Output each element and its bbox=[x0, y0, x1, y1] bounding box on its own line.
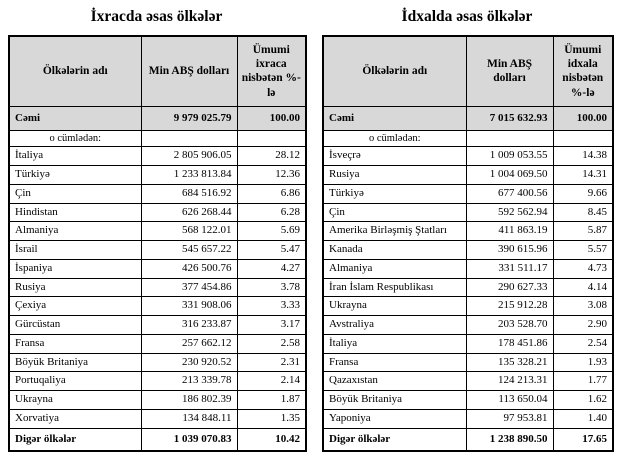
percent-cell: 28.12 bbox=[237, 147, 306, 166]
percent-cell: 3.33 bbox=[237, 297, 306, 316]
country-cell: Türkiyə bbox=[9, 166, 141, 185]
value-cell: 592 562.94 bbox=[466, 203, 553, 222]
table-row bbox=[9, 297, 306, 316]
value-cell: 390 615.96 bbox=[466, 241, 553, 260]
country-cell: Amerika Birləşmiş Ştatları bbox=[323, 222, 466, 241]
country-cell: İran İslam Respublikası bbox=[323, 278, 466, 297]
table-row bbox=[9, 166, 306, 185]
percent-cell: 1.62 bbox=[553, 391, 613, 410]
value-cell: 113 650.04 bbox=[466, 391, 553, 410]
column-header-percent: Ümumi idxala nisbətən %-lə bbox=[553, 36, 613, 106]
subheader-label: o cümlədən: bbox=[9, 131, 141, 147]
table-row bbox=[9, 391, 306, 410]
table-row bbox=[9, 372, 306, 391]
table-row bbox=[9, 278, 306, 297]
total-value: 7 015 632.93 bbox=[466, 106, 553, 131]
value-cell: 178 451.86 bbox=[466, 334, 553, 353]
country-cell: İtaliya bbox=[323, 334, 466, 353]
country-cell: Fransa bbox=[9, 334, 141, 353]
value-cell: 203 528.70 bbox=[466, 316, 553, 335]
percent-cell: 1.77 bbox=[553, 372, 613, 391]
table-row bbox=[9, 203, 306, 222]
percent-cell: 5.69 bbox=[237, 222, 306, 241]
country-cell: Avstraliya bbox=[323, 316, 466, 335]
value-cell: 331 908.06 bbox=[141, 297, 237, 316]
table-row bbox=[9, 316, 306, 335]
footer-percent: 17.65 bbox=[553, 428, 613, 451]
table-row bbox=[323, 222, 613, 241]
column-header-country: Ölkələrin adı bbox=[323, 36, 466, 106]
table-row bbox=[9, 409, 306, 428]
value-cell: 97 953.81 bbox=[466, 409, 553, 428]
percent-cell: 5.87 bbox=[553, 222, 613, 241]
country-cell: Ukrayna bbox=[9, 391, 141, 410]
total-value: 9 979 025.79 bbox=[141, 106, 237, 131]
percent-cell: 3.08 bbox=[553, 297, 613, 316]
country-cell: Ukrayna bbox=[323, 297, 466, 316]
percent-cell: 6.28 bbox=[237, 203, 306, 222]
column-header-value: Min ABŞ dolları bbox=[466, 36, 553, 106]
country-cell: İspaniya bbox=[9, 259, 141, 278]
country-cell: Xorvatiya bbox=[9, 409, 141, 428]
export-table-title: İxracda əsas ölkələr bbox=[90, 8, 223, 25]
country-cell: İsveçrə bbox=[323, 147, 466, 166]
country-cell: Çin bbox=[9, 184, 141, 203]
country-cell: Qazaxıstan bbox=[323, 372, 466, 391]
value-cell: 257 662.12 bbox=[141, 334, 237, 353]
country-cell: Böyük Britaniya bbox=[9, 353, 141, 372]
table-row bbox=[323, 297, 613, 316]
import-table bbox=[322, 35, 614, 452]
footer-row bbox=[9, 428, 306, 451]
table-row bbox=[9, 184, 306, 203]
value-cell: 186 802.39 bbox=[141, 391, 237, 410]
table-row bbox=[323, 147, 613, 166]
value-cell: 677 400.56 bbox=[466, 184, 553, 203]
value-cell: 568 122.01 bbox=[141, 222, 237, 241]
total-percent: 100.00 bbox=[553, 106, 613, 131]
table-row bbox=[323, 391, 613, 410]
table-row bbox=[323, 259, 613, 278]
value-cell: 213 339.78 bbox=[141, 372, 237, 391]
country-cell: Gürcüstan bbox=[9, 316, 141, 335]
subheader-label: o cümlədən: bbox=[323, 131, 466, 147]
country-cell: Hindistan bbox=[9, 203, 141, 222]
import-table-section bbox=[322, 6, 612, 452]
percent-cell: 1.40 bbox=[553, 409, 613, 428]
value-cell: 684 516.92 bbox=[141, 184, 237, 203]
subheader-row bbox=[9, 131, 306, 147]
country-cell: Kanada bbox=[323, 241, 466, 260]
percent-cell: 2.14 bbox=[237, 372, 306, 391]
value-cell: 135 328.21 bbox=[466, 353, 553, 372]
percent-cell: 3.78 bbox=[237, 278, 306, 297]
export-table-section bbox=[8, 6, 305, 452]
table-row bbox=[323, 334, 613, 353]
percent-cell: 2.58 bbox=[237, 334, 306, 353]
import-table-title: İdxalda əsas ölkələr bbox=[401, 8, 533, 25]
country-cell: Almaniya bbox=[323, 259, 466, 278]
country-cell: İsrail bbox=[9, 241, 141, 260]
country-cell: Böyük Britaniya bbox=[323, 391, 466, 410]
value-cell: 545 657.22 bbox=[141, 241, 237, 260]
percent-cell: 5.47 bbox=[237, 241, 306, 260]
footer-row bbox=[323, 428, 613, 451]
country-cell: Yaponiya bbox=[323, 409, 466, 428]
country-cell: Portuqaliya bbox=[9, 372, 141, 391]
percent-cell: 1.93 bbox=[553, 353, 613, 372]
percent-cell: 1.35 bbox=[237, 409, 306, 428]
total-label: Cəmi bbox=[323, 106, 466, 131]
value-cell: 290 627.33 bbox=[466, 278, 553, 297]
table-row bbox=[9, 147, 306, 166]
country-cell: Türkiyə bbox=[323, 184, 466, 203]
percent-cell: 6.86 bbox=[237, 184, 306, 203]
percent-cell: 2.54 bbox=[553, 334, 613, 353]
total-row bbox=[323, 106, 613, 131]
country-cell: İtaliya bbox=[9, 147, 141, 166]
percent-cell: 5.57 bbox=[553, 241, 613, 260]
footer-value: 1 238 890.50 bbox=[466, 428, 553, 451]
export-header-row bbox=[9, 36, 306, 106]
table-row bbox=[323, 241, 613, 260]
value-cell: 124 213.31 bbox=[466, 372, 553, 391]
percent-cell: 4.73 bbox=[553, 259, 613, 278]
country-cell: Fransa bbox=[323, 353, 466, 372]
value-cell: 316 233.87 bbox=[141, 316, 237, 335]
percent-cell: 9.66 bbox=[553, 184, 613, 203]
total-row bbox=[9, 106, 306, 131]
footer-value: 1 039 070.83 bbox=[141, 428, 237, 451]
value-cell: 2 805 906.05 bbox=[141, 147, 237, 166]
table-row bbox=[9, 334, 306, 353]
total-percent: 100.00 bbox=[237, 106, 306, 131]
table-row bbox=[323, 166, 613, 185]
value-cell: 1 233 813.84 bbox=[141, 166, 237, 185]
percent-cell: 3.17 bbox=[237, 316, 306, 335]
value-cell: 331 511.17 bbox=[466, 259, 553, 278]
percent-cell: 12.36 bbox=[237, 166, 306, 185]
table-row bbox=[323, 203, 613, 222]
country-cell: Almaniya bbox=[9, 222, 141, 241]
table-row bbox=[323, 184, 613, 203]
value-cell: 626 268.44 bbox=[141, 203, 237, 222]
value-cell: 215 912.28 bbox=[466, 297, 553, 316]
import-header-row bbox=[323, 36, 613, 106]
table-row bbox=[323, 316, 613, 335]
footer-percent: 10.42 bbox=[237, 428, 306, 451]
percent-cell: 2.31 bbox=[237, 353, 306, 372]
percent-cell: 8.45 bbox=[553, 203, 613, 222]
value-cell: 1 009 053.55 bbox=[466, 147, 553, 166]
country-cell: Çin bbox=[323, 203, 466, 222]
table-row bbox=[323, 353, 613, 372]
percent-cell: 14.31 bbox=[553, 166, 613, 185]
table-row bbox=[323, 409, 613, 428]
table-row bbox=[323, 372, 613, 391]
table-row bbox=[9, 222, 306, 241]
table-row bbox=[323, 278, 613, 297]
percent-cell: 14.38 bbox=[553, 147, 613, 166]
value-cell: 230 920.52 bbox=[141, 353, 237, 372]
country-cell: Rusiya bbox=[9, 278, 141, 297]
value-cell: 134 848.11 bbox=[141, 409, 237, 428]
footer-label: Digər ölkələr bbox=[9, 428, 141, 451]
percent-cell: 4.14 bbox=[553, 278, 613, 297]
value-cell: 411 863.19 bbox=[466, 222, 553, 241]
subheader-row bbox=[323, 131, 613, 147]
table-row bbox=[9, 259, 306, 278]
value-cell: 426 500.76 bbox=[141, 259, 237, 278]
column-header-percent: Ümumi ixraca nisbətən %-lə bbox=[237, 36, 306, 106]
percent-cell: 1.87 bbox=[237, 391, 306, 410]
value-cell: 377 454.86 bbox=[141, 278, 237, 297]
country-cell: Rusiya bbox=[323, 166, 466, 185]
total-label: Cəmi bbox=[9, 106, 141, 131]
export-table bbox=[8, 35, 307, 452]
percent-cell: 4.27 bbox=[237, 259, 306, 278]
footer-label: Digər ölkələr bbox=[323, 428, 466, 451]
percent-cell: 2.90 bbox=[553, 316, 613, 335]
table-row bbox=[9, 353, 306, 372]
table-row bbox=[9, 241, 306, 260]
column-header-value: Min ABŞ dolları bbox=[141, 36, 237, 106]
value-cell: 1 004 069.50 bbox=[466, 166, 553, 185]
country-cell: Çexiya bbox=[9, 297, 141, 316]
column-header-country: Ölkələrin adı bbox=[9, 36, 141, 106]
